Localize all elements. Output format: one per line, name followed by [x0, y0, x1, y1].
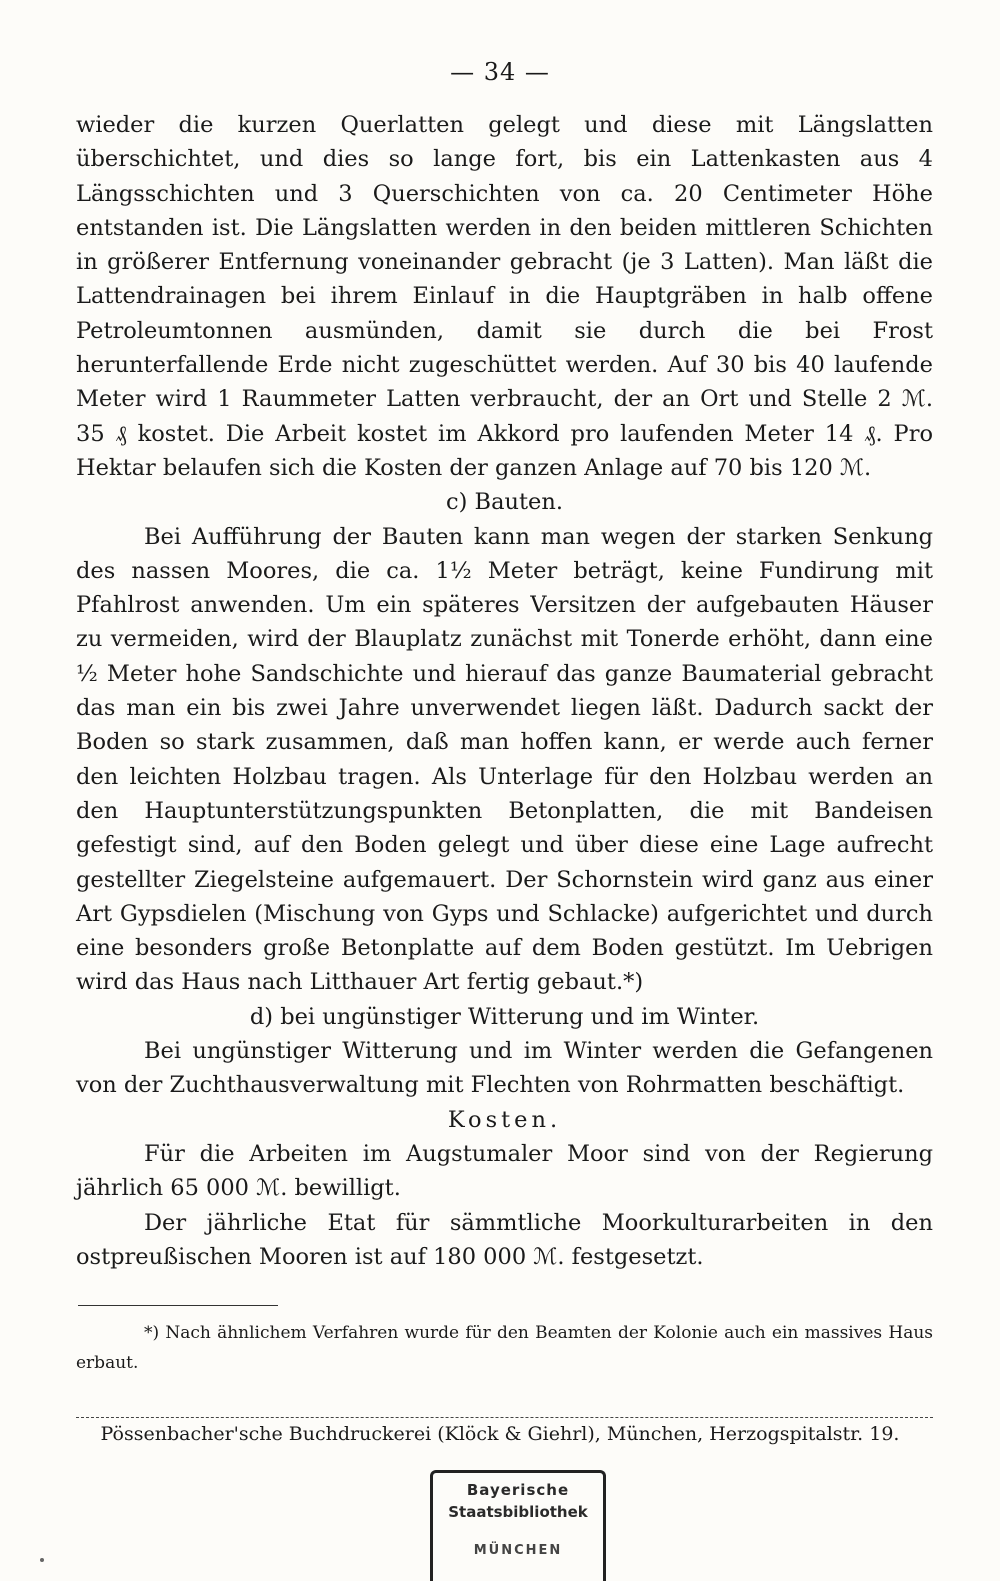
library-stamp [430, 1470, 606, 1581]
paragraph-kosten-regierung: Für die Arbeiten im Augstumaler Moor sind von der Regierung jährlich 65 000 ℳ. bewilligt. [76, 1140, 933, 1202]
paragraph-witterung: Bei ungünstiger Witterung und im Winter werden die Gefangenen von der Zuchthausverwaltung mit Flechten von Rohrmatten beschäftigt. [76, 1038, 933, 1099]
stamp-line-1: Bayerische [466, 1481, 570, 1499]
printer-imprint: Pössenbacher'sche Buchdruckerei (Klöck & Giehrl), München, Herzogspitalstr. 19. [100, 1423, 900, 1445]
section-heading-kosten: Kosten. [447, 1106, 562, 1133]
section-heading-bauten: c) Bauten. [446, 489, 563, 516]
stamp-line-3: MÜNCHEN [473, 1543, 563, 1558]
paragraph-bauten: Bei Aufführung der Bauten kann man wegen der starken Senkung des nassen Moores, die ca. 1½ Meter beträgt, keine Fundirung mit Pfahlrost anwenden. Um ein späteres Versitzen der aufgebauten Häuser zu vermeiden, wird der Blauplatz zunächst mit Tonerde erhöht, dann eine ½ Meter hohe Sandschichte und hierauf das ganze Baumaterial gebracht das man ein bis zwei Jahre unverwendet liegen läßt. Dadurch sackt der Boden so stark zusammen, daß man hoffen kann, er werde auch ferner den leichten Holzbau tragen. Als Unterlage für den Holzbau werden an den Hauptunterstützungspunkten Betonplatten, die mit Bandeisen gefestigt sind, auf den Boden gelegt und über diese eine Lage aufrecht gestellter Ziegelsteine aufgemauert. Der Schornstein wird ganz aus einer Art Gypsdielen (Mischung von Gyps und Schlacke) aufgerichtet und durch eine besonders große Betonplatte auf dem Boden gestützt. Im Uebrigen wird das Haus nach Litthauer Art fertig gebaut.*) [76, 523, 933, 996]
section-heading-witterung: d) bei ungünstiger Witterung und im Winter. [249, 1003, 760, 1030]
footnote-divider [78, 1305, 278, 1306]
footnote: *) Nach ähnlichem Verfahren wurde für den Beamten der Kolonie auch ein massives Haus erbaut. [76, 1323, 933, 1373]
paragraph-kosten-etat: Der jährliche Etat für sämmtliche Moorkulturarbeiten in den ostpreußischen Mooren ist auf 180 000 ℳ. festgesetzt. [76, 1209, 933, 1270]
body-text [76, 108, 933, 1274]
paragraph-latten: wieder die kurzen Querlatten gelegt und diese mit Längslatten überschichtet, und dies so lange fort, bis ein Lattenkasten aus 4 Längsschichten und 3 Querschichten von ca. 20 Centimeter Höhe entstanden ist. Die Längslatten werden in den beiden mittleren Schichten in größerer Entfernung voneinander gebracht (je 3 Latten). Man läßt die Lattendrainagen bei ihrem Einlauf in die Hauptgräben in halb offene Petroleumtonnen ausmünden, damit sie durch die bei Frost herunterfallende Erde nicht zugeschüttet werden. Auf 30 bis 40 laufende Meter wird 1 Raummeter Latten verbraucht, der an Ort und Stelle 2 ℳ. 35 ₰ kostet. Die Arbeit kostet im Akkord pro laufenden Meter 14 ₰. Pro Hektar belaufen sich die Kosten der ganzen Anlage auf 70 bis 120 ℳ. [76, 112, 933, 481]
page-number: — 34 — [450, 58, 550, 86]
stamp-line-2: Staatsbibliothek [448, 1503, 588, 1521]
imprint-divider [76, 1417, 933, 1418]
scan-speck [40, 1558, 44, 1562]
